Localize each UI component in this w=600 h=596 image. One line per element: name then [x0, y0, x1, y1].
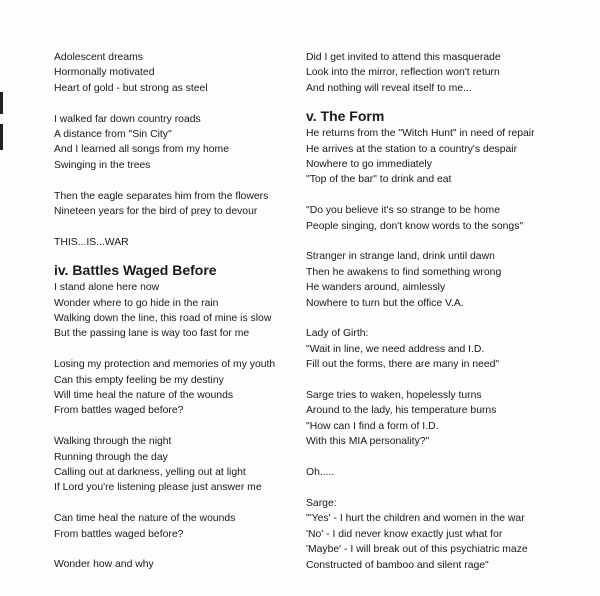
- lyric-line: I stand alone here now: [54, 282, 160, 294]
- stanza: [54, 511, 294, 542]
- lyric-line: Heart of gold - but strong as steel: [54, 82, 208, 94]
- lyric-line: And I learned all songs from my home: [54, 144, 229, 156]
- right-lyrics-column: [306, 50, 576, 588]
- lyric-line: Stranger in strange land, drink until dawn: [306, 251, 495, 263]
- lyric-line: 'No' - I did never know exactly just what for: [306, 528, 503, 540]
- lyric-line: And nothing will reveal itself to me...: [306, 82, 472, 94]
- lyric-line: He returns from the "Witch Hunt" in need of repair: [306, 128, 535, 140]
- lyric-line: Nowhere to go immediately: [306, 159, 432, 171]
- lyric-line: People singing, don't know words to the songs": [306, 220, 524, 232]
- lyric-line: 'Maybe' - I will break out of this psychiatric maze: [306, 544, 528, 556]
- lyric-line: Look into the mirror, reflection won't return: [306, 67, 500, 79]
- lyric-line: From battles waged before?: [54, 528, 184, 540]
- lyric-line: Wonder how and why: [54, 559, 154, 571]
- lyric-line: Wonder where to go hide in the rain: [54, 297, 219, 309]
- fold-mark-bottom: [0, 124, 3, 150]
- lyric-line: "How can I find a form of I.D.: [306, 420, 439, 432]
- lyric-line: "'Yes' - I hurt the children and women in the war: [306, 513, 525, 525]
- lyric-line: Will time heal the nature of the wounds: [54, 390, 234, 402]
- left-lyrics-column: [54, 50, 294, 588]
- stanza: [306, 496, 576, 573]
- stanza: [54, 357, 294, 419]
- lyric-line: "Top of the bar" to drink and eat: [306, 174, 452, 186]
- lyric-line: Lady of Girth:: [306, 328, 369, 340]
- lyric-line: Around to the lady, his temperature burns: [306, 405, 497, 417]
- lyric-line: He wanders around, aimlessly: [306, 282, 446, 294]
- lyric-line: But the passing lane is way too fast for me: [54, 328, 250, 340]
- lyric-line: Then the eagle separates him from the flowers: [54, 190, 269, 202]
- lyric-line: Sarge:: [306, 497, 337, 509]
- lyric-line: Sarge tries to waken, hopelessly turns: [306, 390, 482, 402]
- lyric-line: Running through the day: [54, 451, 168, 463]
- stanza: [54, 235, 294, 250]
- lyric-line: Swinging in the trees: [54, 159, 151, 171]
- lyric-line: From battles waged before?: [54, 405, 184, 417]
- lyric-line: "Wait in line, we need address and I.D.: [306, 343, 485, 355]
- stanza: [306, 126, 576, 188]
- stanza: [54, 50, 294, 96]
- lyric-line: Losing my protection and memories of my youth: [54, 359, 276, 371]
- lyric-line: Fill out the forms, there are many in need": [306, 359, 500, 371]
- stanza: [54, 557, 294, 572]
- stanza: [306, 326, 576, 372]
- stanza: [54, 434, 294, 496]
- lyric-line: Walking through the night: [54, 436, 172, 448]
- stanza: [306, 388, 576, 450]
- fold-mark-top: [0, 92, 3, 114]
- lyric-line: Adolescent dreams: [54, 52, 143, 63]
- lyric-line: Nowhere to turn but the office V.A.: [306, 297, 464, 309]
- lyric-line: "Do you believe it's so strange to be home: [306, 205, 500, 217]
- stanza: [54, 280, 294, 342]
- lyric-line: I walked far down country roads: [54, 113, 201, 125]
- lyric-line: Calling out at darkness, yelling out at light: [54, 467, 246, 479]
- lyric-line: Nineteen years for the bird of prey to devour: [54, 206, 258, 218]
- lyric-line: Then he awakens to find something wrong: [306, 266, 502, 278]
- stanza: [306, 50, 576, 96]
- lyric-line: Did I get invited to attend this masquerade: [306, 52, 501, 63]
- lyric-line: Hormonally motivated: [54, 67, 155, 79]
- song-title-heading: iv. Battles Waged Before: [54, 262, 217, 279]
- lyric-line: If Lord you're listening please just answer me: [54, 482, 262, 494]
- stanza: [54, 189, 294, 220]
- lyric-line: Can time heal the nature of the wounds: [54, 513, 236, 525]
- lyric-line: Can this empty feeling be my destiny: [54, 374, 224, 386]
- stanza: [306, 249, 576, 311]
- lyric-line: With this MIA personality?": [306, 436, 430, 448]
- lyric-line: Walking down the line, this road of mine is slow: [54, 313, 272, 325]
- stanza: [306, 203, 576, 234]
- song-title-heading: v. The Form: [306, 108, 385, 125]
- stanza: [306, 465, 576, 480]
- lyric-line: Constructed of bamboo and silent rage": [306, 559, 489, 571]
- lyric-line: He arrives at the station to a country's despair: [306, 143, 518, 155]
- lyric-line: THIS...IS...WAR: [54, 236, 129, 248]
- lyric-line: A distance from "Sin City": [54, 129, 172, 141]
- lyric-line: Oh.....: [306, 467, 335, 479]
- stanza: [54, 112, 294, 174]
